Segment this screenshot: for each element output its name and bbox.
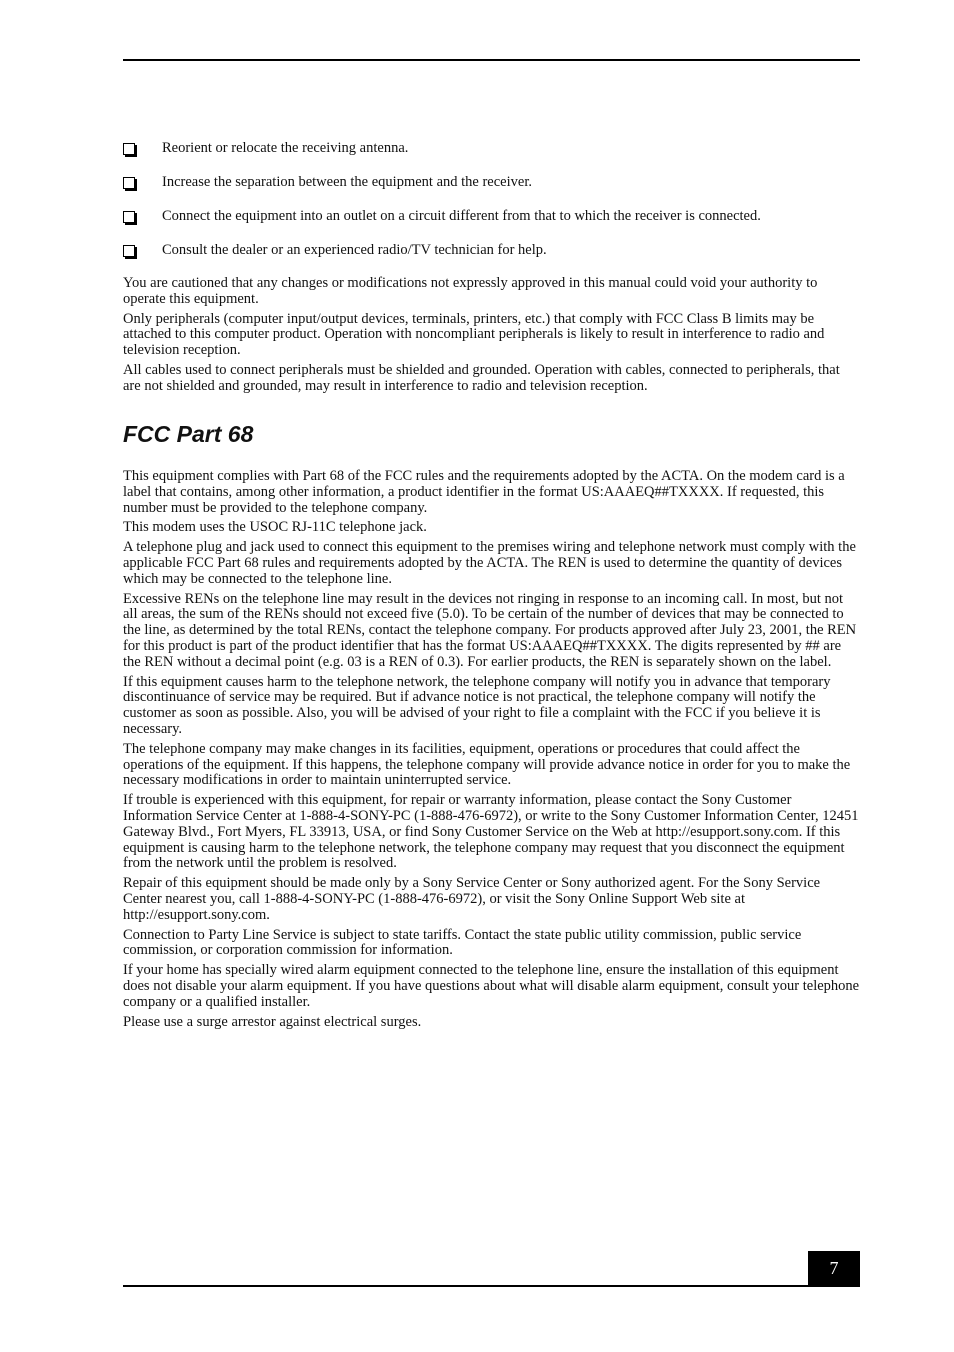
paragraph: You are cautioned that any changes or modifications not expressly approved in this manual could void your authority to operate this equipment. bbox=[123, 275, 818, 307]
checkbox-icon bbox=[123, 211, 135, 223]
paragraph: If this equipment causes harm to the telephone network, the telephone company will notify you in advance that temporary discontinuance of service may be required. But if advance notice is not practical, the telephone company will notify the customer as soon as possible. Also, you will be advised of your right to file a complaint with the FCC if you believe it is necessary. bbox=[123, 673, 831, 737]
section-heading: FCC Part 68 bbox=[123, 421, 254, 447]
checkbox-icon bbox=[123, 143, 135, 155]
paragraph: Please use a surge arrestor against electrical surges. bbox=[123, 1013, 422, 1030]
paragraph: Repair of this equipment should be made only by a Sony Service Center or Sony authorized agent. For the Sony Service Center nearest you, call 1-888-4-SONY-PC (1-888-476-6972), or visit the Sony Online Support Web site at http://esupport.sony.com. bbox=[123, 875, 821, 923]
list-item-text: Reorient or relocate the receiving antenna. bbox=[162, 140, 409, 156]
paragraph: If trouble is experienced with this equipment, for repair or warranty information, please contact the Sony Customer Information Service Center at 1-888-4-SONY-PC (1-888-476-6972), or write to the Sony Customer Information Center, 12451 Gateway Blvd., Fort Myers, FL 33913, USA, or find Sony Customer Service on the Web at http://esupport.sony.com. If this equipment is causing harm to the telephone network, the telephone company may request that you disconnect the equipment from the network until the problem is resolved. bbox=[123, 792, 859, 872]
paragraph: A telephone plug and jack used to connect this equipment to the premises wiring and telephone network must comply with the applicable FCC Part 68 rules and requirements adopted by the ACTA. The REN is used to determine the quantity of devices which may be connected to the telephone line. bbox=[123, 539, 856, 587]
checkbox-icon bbox=[123, 177, 135, 189]
checkbox-list bbox=[123, 140, 860, 276]
paragraph: This equipment complies with Part 68 of the FCC rules and the requirements adopted by the ACTA. On the modem card is a label that contains, among other information, a product identifier in the format US:AAAEQ##TXXXX. If requested, this number must be provided to the telephone company. bbox=[123, 468, 845, 516]
fcc-part-68-section bbox=[123, 469, 860, 1034]
page-number: 7 bbox=[808, 1251, 860, 1287]
header-rule bbox=[123, 59, 860, 61]
paragraph: Connection to Party Line Service is subject to state tariffs. Contact the state public utility commission, public service commission, or corporation commission for information. bbox=[123, 926, 802, 959]
paragraph: If your home has specially wired alarm equipment connected to the telephone line, ensure the installation of this equipment does not disable your alarm equipment. If you have questions about what will disable alarm equipment, consult your telephone company or a qualified installer. bbox=[123, 962, 860, 1010]
paragraph: Excessive RENs on the telephone line may result in the devices not ringing in response to an incoming call. In most, but not all areas, the sum of the RENs should not exceed five (5.0). To be certain of the number of devices that may be connected to the line, as determined by the total RENs, contact the telephone company. For products approved after July 23, 2001, the REN for this product is part of the product identifier that has the format US:AAAEQ##TXXXX. The digits represented by ## are the REN without a decimal point (e.g. 03 is a REN of 0.3). For earlier products, the REN is separately shown on the label. bbox=[123, 590, 857, 670]
list-item bbox=[123, 174, 860, 208]
footer-rule bbox=[123, 1285, 860, 1287]
paragraph: Only peripherals (computer input/output devices, terminals, printers, etc.) that comply with FCC Class B limits may be attached to this computer product. Operation with noncompliant peripherals is likely to result in interference to radio and television reception. bbox=[123, 310, 825, 359]
list-item bbox=[123, 208, 860, 242]
list-item bbox=[123, 140, 860, 174]
list-item-text: Consult the dealer or an experienced radio/TV technician for help. bbox=[162, 242, 547, 258]
intro-section bbox=[123, 276, 860, 399]
checkbox-icon bbox=[123, 245, 135, 257]
paragraph: All cables used to connect peripherals must be shielded and grounded. Operation with cables, connected to peripherals, that are not shielded and grounded, may result in interference to radio and television reception. bbox=[123, 361, 840, 394]
paragraph: The telephone company may make changes in its facilities, equipment, operations or procedures that could affect the operations of the equipment. If this happens, the telephone company will provide advance notice in order for you to make the necessary modifications in order to maintain uninterrupted service. bbox=[123, 740, 851, 789]
list-item-text: Increase the separation between the equipment and the receiver. bbox=[162, 174, 532, 190]
list-item-text: Connect the equipment into an outlet on a circuit different from that to which the receiver is connected. bbox=[162, 208, 761, 224]
list-item bbox=[123, 242, 860, 276]
paragraph: This modem uses the USOC RJ-11C telephone jack. bbox=[123, 519, 427, 536]
